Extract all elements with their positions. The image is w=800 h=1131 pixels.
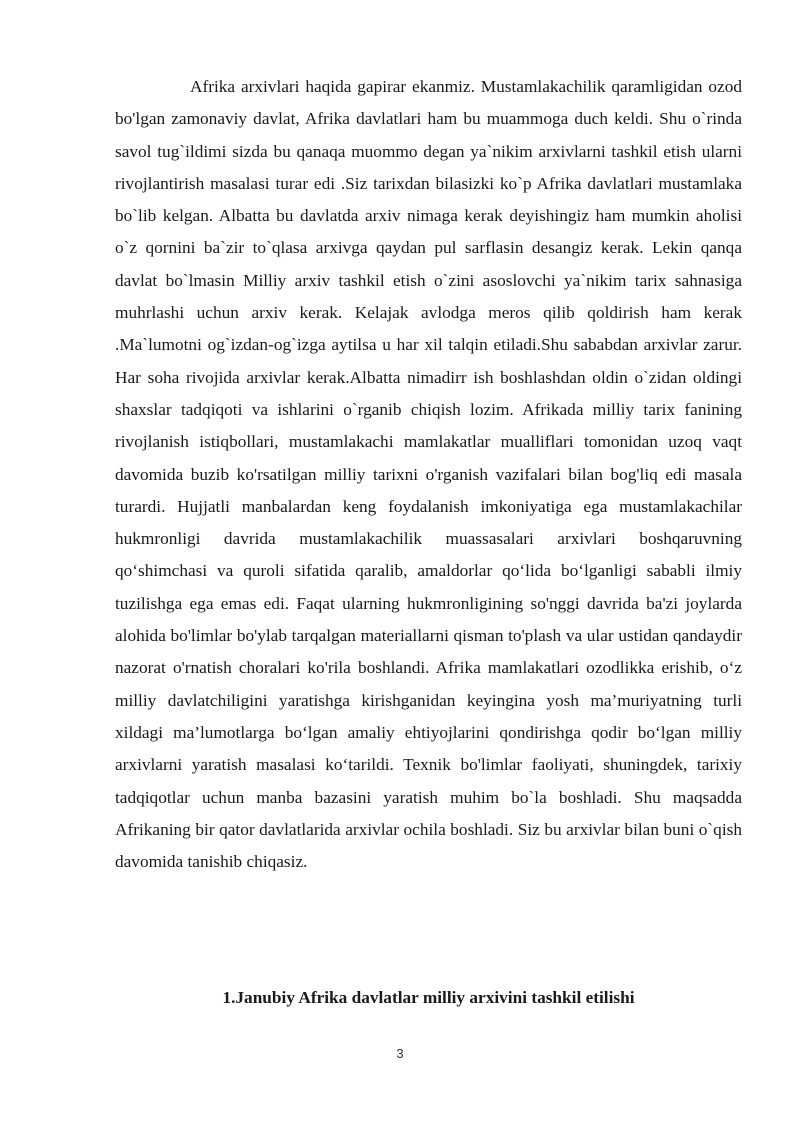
page-number: 3 [396, 1046, 404, 1061]
document-page [115, 71, 742, 878]
body-paragraph: Afrika arxivlari haqida gapirar ekanmiz. Mustamlakachilik qaramligidan ozod bo'lgan zamonaviy davlat, Afrika davlatlari ham bu muammoga duch keldi. Shu o`rinda savol tug`ildimi sizda bu qanaqa muommo degan ya`nikim arxivlarni tashkil etish ularni rivojlantirish masalasi turar edi .Siz tarixdan bilasizki ko`p Afrika davlatlari mustamlaka bo`lib kelgan. Albatta bu davlatda arxiv nimaga kerak deyishingiz ham mumkin aholisi o`z qornini ba`zir to`qlasa arxivga qaydan pul sarflasin desangiz kerak. Lekin qanqa davlat bo`lmasin Milliy arxiv tashkil etish o`zini asoslovchi ya`nikim tarix sahnasiga muhrlashi uchun arxiv kerak. Kelajak avlodga meros qilib qoldirish ham kerak .Ma`lumotni og`izdan-og`izga aytilsa u har xil talqin etiladi.Shu sababdan arxivlar zarur. Har soha rivojida arxivlar kerak.Albatta nimadirr ish boshlashdan oldin o`zidan oldingi shaxslar tadqiqoti va ishlarini o`rganib chiqish lozim. Afrikada milliy tarix fanining rivojlanish istiqbollari, mustamlakachi mamlakatlar mualliflari tomonidan uzoq vaqt davomida buzib ko'rsatilgan milliy tarixni o'rganish vazifalari bilan bog'liq edi masala turardi. Hujjatli manbalardan keng foydalanish imkoniyatiga ega mustamlakachilar hukmronligi davrida mustamlakachilik muassasalari arxivlari boshqaruvning qo‘shimchasi va quroli sifatida qaralib, amaldorlar qo‘lida bo‘lganligi sababli ilmiy tuzilishga ega emas edi. Faqat ularning hukmronligining so'nggi davrida ba'zi joylarda alohida bo'limlar bo'ylab tarqalgan materiallarni qisman to'plash va ular ustidan qandaydir nazorat o'rnatish choralari ko'rila boshlandi. Afrika mamlakatlari ozodlikka erishib, o‘z milliy davlatchiligini yaratishga kirishganidan keyingina yosh ma’muriyatning turli xildagi ma’lumotlarga bo‘lgan amaliy ehtiyojlarini qondirishga qodir bo‘lgan milliy arxivlarni yaratish masalasi ko‘tarildi. Texnik bo'limlar faoliyati, shuningdek, tarixiy tadqiqotlar uchun manba bazasini yaratish muhim bo`la boshladi. Shu maqsadda Afrikaning bir qator davlatlarida arxivlar ochila boshladi. Siz bu arxivlar bilan buni o`qish davomida tanishib chiqasiz. [115, 77, 742, 872]
section-heading: 1.Janubiy Afrika davlatlar milliy arxivini tashkil etilishi [222, 988, 635, 1007]
